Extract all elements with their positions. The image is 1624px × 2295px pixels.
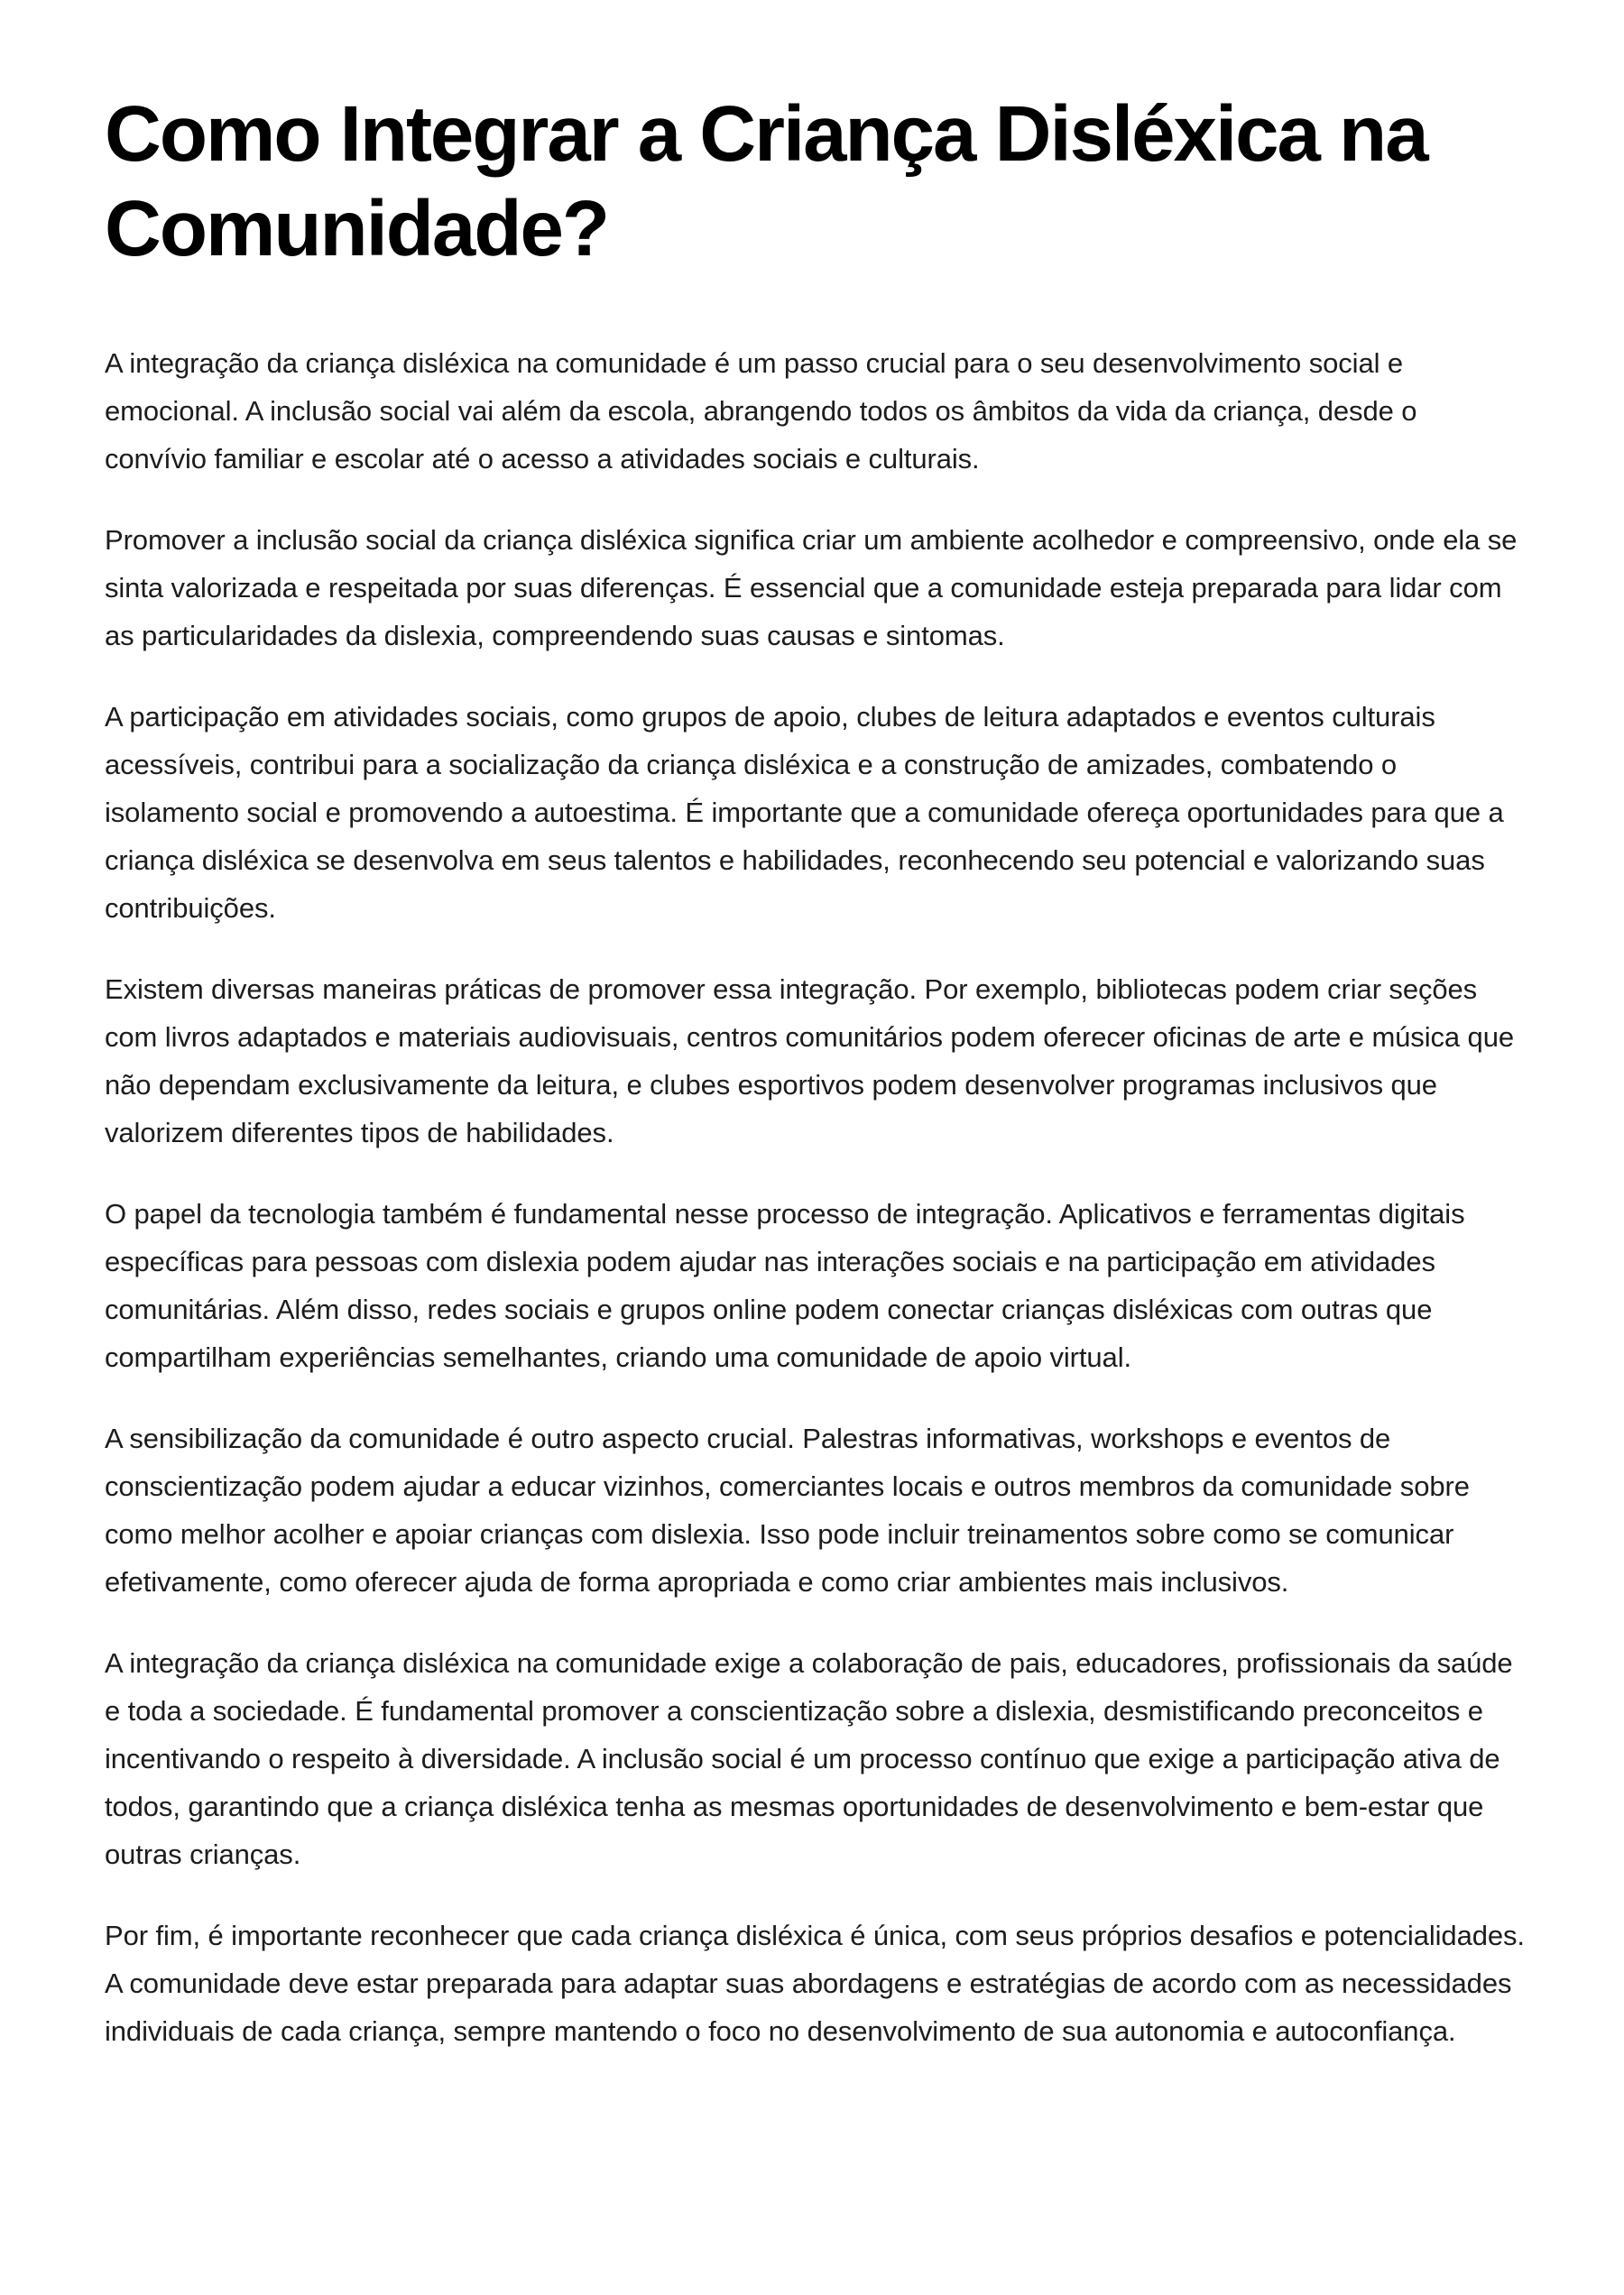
paragraph-4: Existem diversas maneiras práticas de promover essa integração. Por exemplo, bibliotecas podem criar seções com livros adaptados e materiais audiovisuais, centros comunitários podem oferecer oficinas de arte e música que não dependam exclusivamente da leitura, e clubes esportivos podem desenvolver programas inclusivos que valorizem diferentes tipos de habilidades.	[105, 973, 1514, 1148]
paragraph-7: A integração da criança disléxica na comunidade exige a colaboração de pais, educadores, profissionais da saúde e toda a sociedade. É fundamental promover a conscientização sobre a dislexia, desmistificando preconceitos e incentivando o respeito à diversidade. A inclusão social é um processo contínuo que exige a participação ativa de todos, garantindo que a criança disléxica tenha as mesmas oportunidades de desenvolvimento e bem-estar que outras crianças.	[105, 1647, 1513, 1870]
paragraph-8: Por fim, é importante reconhecer que cada criança disléxica é única, com seus próprios desafios e potencialidades. A comunidade deve estar preparada para adaptar suas abordagens e estratégias de acordo com as necessidades individuais de cada criança, sempre mantendo o foco no desenvolvimento de sua autonomia e autoconfiança.	[105, 1920, 1525, 2047]
paragraph-1: A integração da criança disléxica na comunidade é um passo crucial para o seu desenvolvimento social e emocional. A inclusão social vai além da escola, abrangendo todos os âmbitos da vida da criança, desde o convívio familiar e escolar até o acesso a atividades sociais e culturais.	[105, 347, 1417, 475]
paragraph-5: O papel da tecnologia também é fundamental nesse processo de integração. Aplicativos e ferramentas digitais específicas para pessoas com dislexia podem ajudar nas interações sociais e na participação em atividades comunitárias. Além disso, redes sociais e grupos online podem conectar crianças disléxicas com outras que compartilham experiências semelhantes, criando uma comunidade de apoio virtual.	[105, 1198, 1465, 1373]
paragraph-6: A sensibilização da comunidade é outro aspecto crucial. Palestras informativas, workshops e eventos de conscientização podem ajudar a educar vizinhos, comerciantes locais e outros membros da comunidade sobre como melhor acolher e apoiar crianças com dislexia. Isso pode incluir treinamentos sobre como se comunicar efetivamente, como oferecer ajuda de forma apropriada e como criar ambientes mais inclusivos.	[105, 1423, 1470, 1598]
paragraph-2: Promover a inclusão social da criança disléxica significa criar um ambiente acolhedor e compreensivo, onde ela se sinta valorizada e respeitada por suas diferenças. É essencial que a comunidade esteja preparada para lidar com as particularidades da dislexia, compreendendo suas causas e sintomas.	[105, 524, 1518, 651]
page-title: Como Integrar a Criança Disléxica na Comunidade?	[105, 90, 1427, 272]
paragraph-3: A participação em atividades sociais, como grupos de apoio, clubes de leitura adaptados e eventos culturais acessíveis, contribui para a socialização da criança disléxica e a construção de amizades, combatendo o isolamento social e promovendo a autoestima. É importante que a comunidade ofereça oportunidades para que a criança disléxica se desenvolva em seus talentos e habilidades, reconhecendo seu potencial e valorizando suas contribuições.	[105, 701, 1504, 924]
